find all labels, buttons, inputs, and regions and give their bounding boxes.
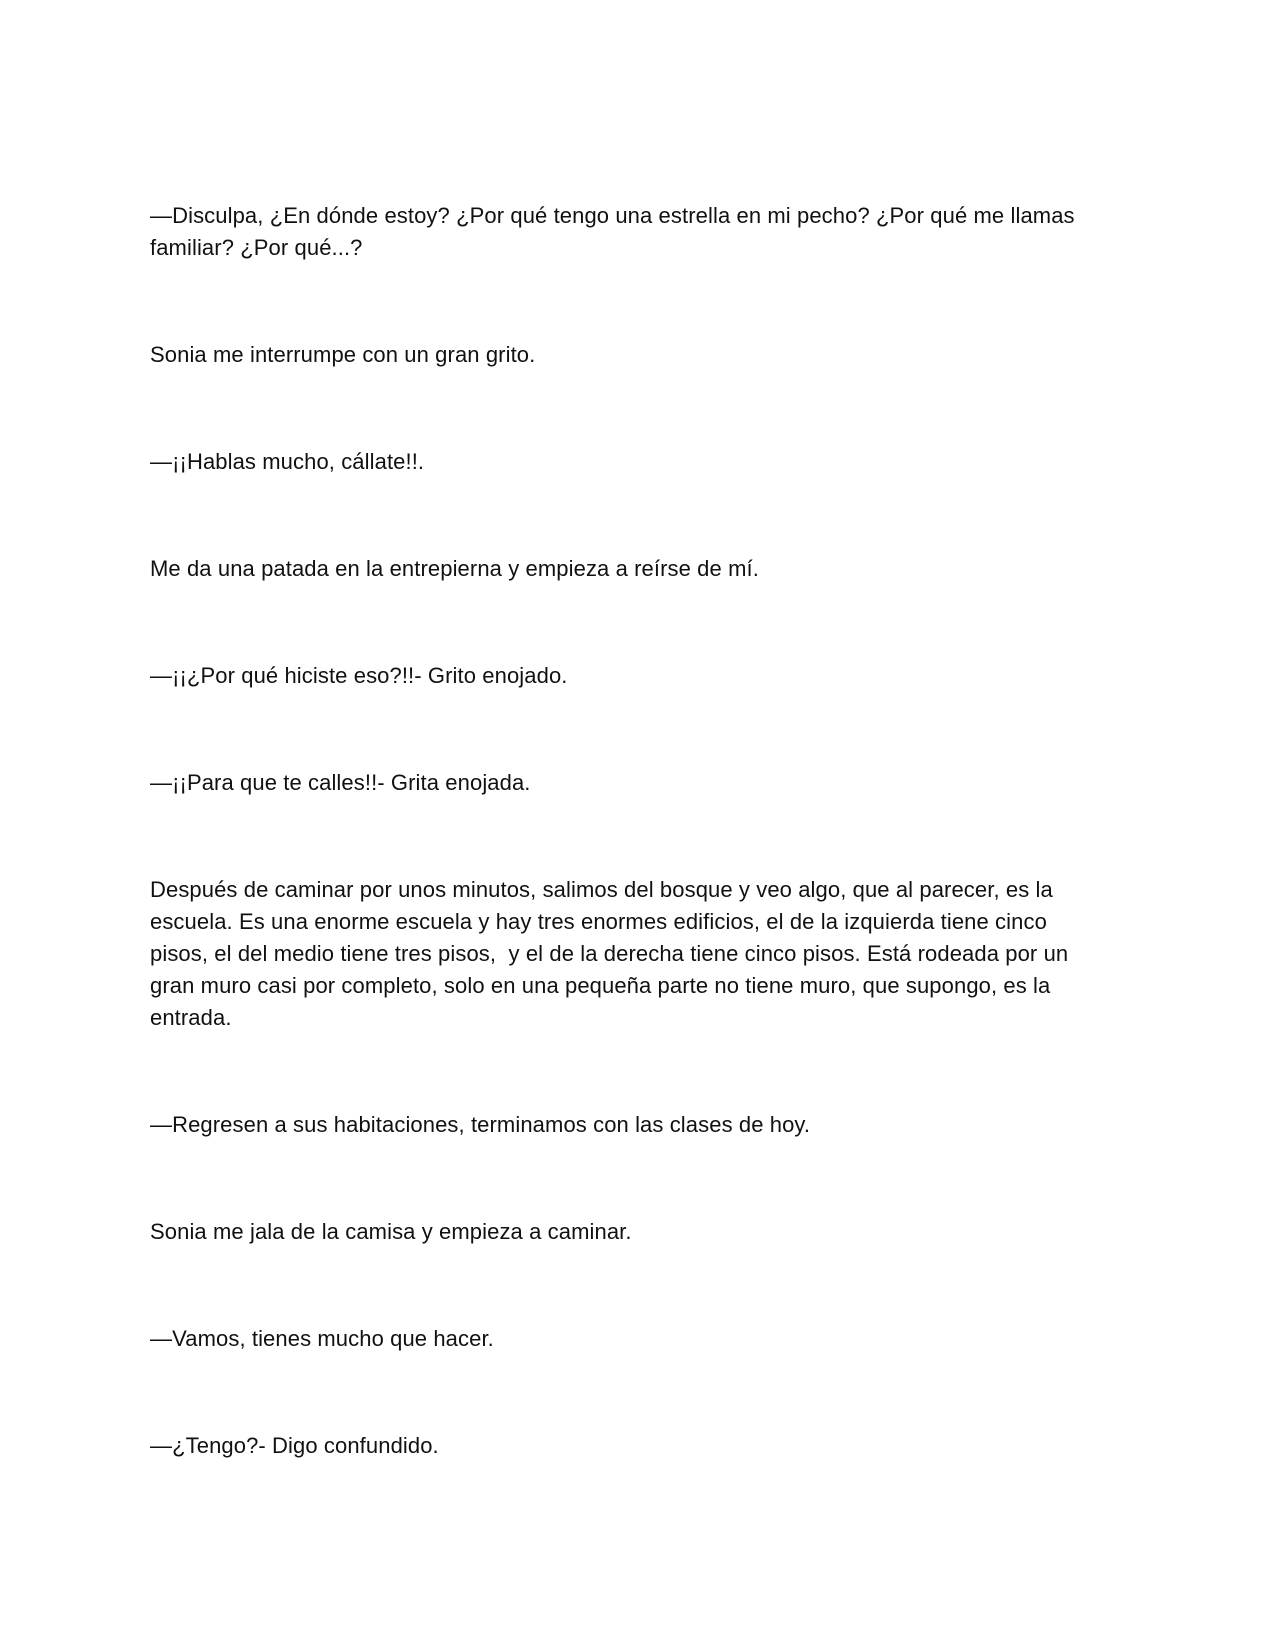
paragraph-10: —Vamos, tienes mucho que hacer. (150, 1326, 494, 1351)
paragraph-9: Sonia me jala de la camisa y empieza a caminar. (150, 1219, 632, 1244)
paragraph-8: —Regresen a sus habitaciones, terminamos con las clases de hoy. (150, 1112, 811, 1137)
paragraph-5: —¡¡¿Por qué hiciste eso?!!- Grito enojado. (150, 663, 568, 688)
paragraph-1: —Disculpa, ¿En dónde estoy? ¿Por qué tengo una estrella en mi pecho? ¿Por qué me llamas familiar? ¿Por qué...? (150, 203, 1081, 260)
paragraph-2: Sonia me interrumpe con un gran grito. (150, 342, 536, 367)
paragraph-4: Me da una patada en la entrepierna y empieza a reírse de mí. (150, 556, 759, 581)
paragraph-6: —¡¡Para que te calles!!- Grita enojada. (150, 770, 531, 795)
document-body (150, 200, 1095, 1537)
paragraph-11: —¿Tengo?- Digo confundido. (150, 1433, 439, 1458)
paragraph-3: —¡¡Hablas mucho, cállate!!. (150, 449, 425, 474)
paragraph-7: Después de caminar por unos minutos, salimos del bosque y veo algo, que al parecer, es la escuela. Es una enorme escuela y hay tres enormes edificios, el de la izquierda tiene cinco pisos, el del medio tiene tres pisos, y el de la derecha tiene cinco pisos. Está rodeada por un gran muro casi por completo, solo en una pequeña parte no tiene muro, que supongo, es la entrada. (150, 877, 1075, 1030)
